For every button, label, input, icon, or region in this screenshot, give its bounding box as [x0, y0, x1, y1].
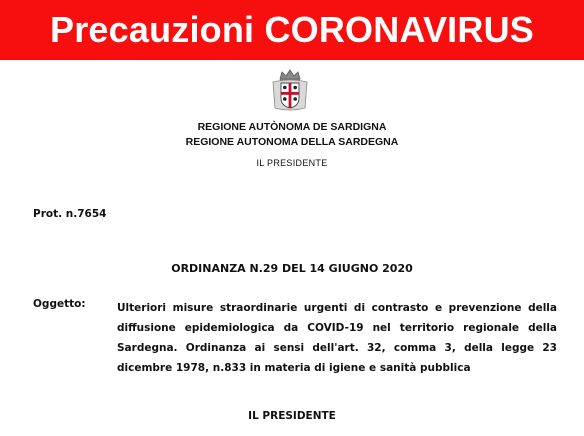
subject-label: Oggetto: [33, 298, 86, 310]
banner-title: Precauzioni CORONAVIRUS [49, 9, 534, 50]
region-name-italian: REGIONE AUTONOMA DELLA SARDEGNA [185, 136, 399, 148]
ordinance-title: ORDINANZA N.29 DEL 14 GIUGNO 2020 [171, 262, 413, 275]
section-heading: IL PRESIDENTE [248, 410, 336, 422]
office-label: IL PRESIDENTE [256, 158, 328, 168]
subject-line: dicembre 1978, n.833 in materia di igiene e sanità pubblica [117, 362, 471, 374]
subject-line: Ulteriori misure straordinarie urgenti di contrasto e prevenzione della [117, 302, 557, 314]
subject-text [117, 298, 557, 378]
subject-line: diffusione epidemiologica da COVID-19 nel territorio regionale della [117, 322, 557, 334]
protocol-number: Prot. n.7654 [33, 208, 107, 220]
region-name-sardinian: REGIONE AUTÒNOMA DE SARDIGNA [197, 121, 387, 133]
subject-line: Sardegna. Ordinanza ai sensi dell'art. 32, comma 3, della legge 23 [117, 342, 557, 354]
warning-banner [0, 0, 584, 60]
sardinia-coat-of-arms-icon [270, 68, 310, 112]
